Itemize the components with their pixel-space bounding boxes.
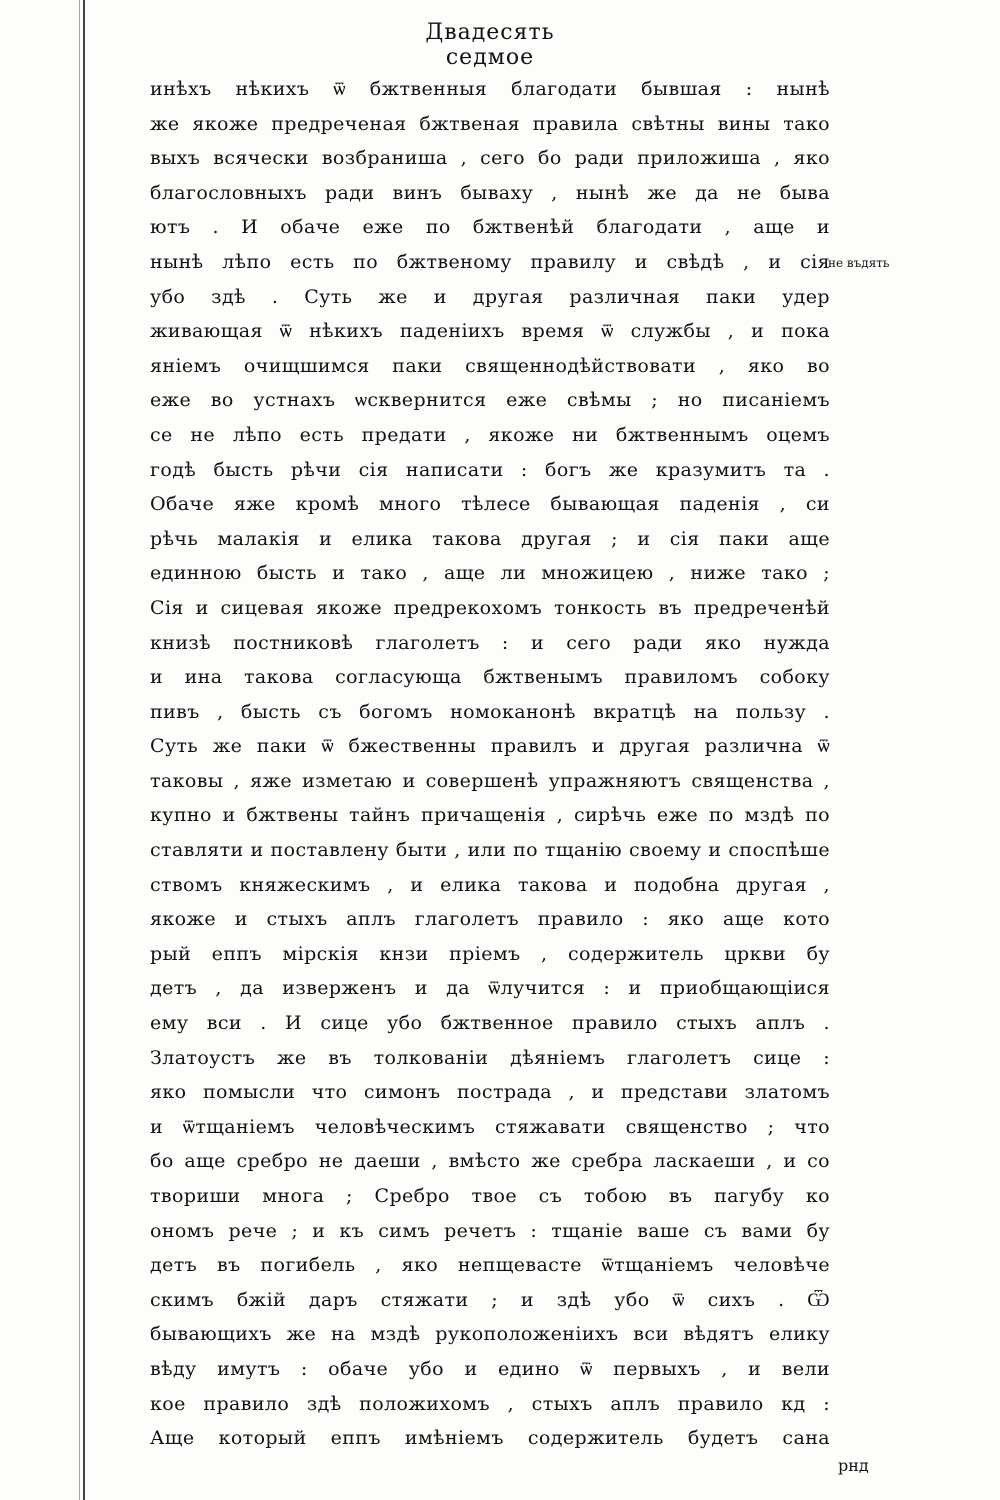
text-line: благословныхъ ради винъ бываху , нынѣ же да не быва [150,181,830,204]
body-text [150,72,830,1456]
text-line: кое правило здѣ положихомъ , стыхъ аплъ правило кд : [150,1392,830,1415]
text-line: же якоже предреченая бжтвеная правила свѣтны вины тако [150,112,830,135]
text-line: ему вси . И сице убо бжтвенное правило стыхъ аплъ . [150,1012,830,1035]
text-line: якоже и стыхъ аплъ глаголетъ правило : яко аще кото [150,908,830,931]
text-line: годѣ бысть рѣчи сія написати : богъ же кразумитъ та . [150,458,830,481]
text-line: бо аще сребро не даеши , вмѣсто же сребра ласкаеши , и со [150,1150,830,1173]
text-line: и ина такова согласующа бжтвенымъ правиломъ собоку [150,666,830,689]
text-line: инѣхъ нѣкихъ ѿ бжтвенныя благодати бывшая : нынѣ [150,78,830,100]
text-line: убо здѣ . Суть же и другая различная паки удер [150,285,830,308]
text-line: выхъ всячески возбраниша , сего бо ради приложиша , яко [150,147,830,170]
text-line: Суть же паки ѿ бжественны правилъ и другая различна ѿ [150,735,830,758]
text-line: рѣчь малакія и елика такова другая ; и сія паки аще [150,527,830,550]
text-line: и ѿтщаніемъ человѣческимъ стяжавати священство ; что [150,1115,830,1138]
text-line: Аще который еппъ имѣніемъ содержитель будетъ сана [150,1427,830,1450]
text-line: Сія и сицевая якоже предрекохомъ тонкость въ предреченѣй [150,596,830,619]
text-line: Златоустъ же въ толкованіи дѣяніемъ глаголетъ сице : [150,1046,830,1069]
text-line: бывающихъ же на мздѣ рукоположеніихъ вси вѣдятъ елику [150,1323,830,1346]
text-line: еже во устнахъ ѡсквернится еже свѣмы ; но писаніемъ [150,389,830,412]
text-line: скимъ бжій даръ стяжати ; и здѣ убо ѿ сихъ . Ѿ [150,1288,830,1311]
text-line: рый еппъ мірскія кнзи пріемъ , содержитель цркви бу [150,942,830,965]
text-line: таковы , яже изметаю и совершенѣ упражняютъ священства , [150,769,830,792]
text-line: купно и бжтвены тайнъ причащенія , сирѣчь еже по мздѣ по [150,804,830,827]
text-line: яко помысли что симонъ пострада , и представи златомъ [150,1081,830,1104]
text-line: детъ , да изверженъ и да ѿлучится : и приобщающіися [150,977,830,1000]
text-line: ствомъ княжескимъ , и елика такова и подобна другая , [150,873,830,896]
binding-edge-line [83,0,85,1500]
text-line: детъ въ погибель , яко непщевасте ѿтщаніемъ человѣче [150,1254,830,1277]
text-line: твориши многа ; Сребро твое съ тобою въ пагубу ко [150,1185,830,1207]
text-line: Обаче яже кромѣ много тѣлесе бывающая паденія , си [150,493,830,516]
text-line: нынѣ лѣпо есть по бжтвеному правилу и свѣдѣ , и сія [150,250,830,273]
running-head: Двадесять седмое [425,20,555,70]
text-line: вѣду имутъ : обаче убо и едино ѿ первыхъ , и вели [150,1357,830,1380]
text-line: книзѣ постниковѣ глаголетъ : и сего ради яко нужда [150,631,830,654]
text-line: се не лѣпо есть предати , якоже ни бжтвеннымъ оцемъ [150,423,830,446]
text-line: ономъ рече ; и къ симъ речетъ : тщаніе ваше съ вами бу [150,1219,830,1242]
text-line: яніемъ очищшимся паки священнодѣйствовати , яко во [150,354,830,377]
binding-edge-line [79,0,80,1500]
text-line: ютъ . И обаче еже по бжтвенѣй благодати , аще и [150,216,830,239]
text-line: единною бысть и тако , аще ли множицею , ниже тако ; [150,562,830,585]
signature-mark: рнд [838,1456,869,1475]
text-line: живающая ѿ нѣкихъ паденіихъ время ѿ службы , и пока [150,320,830,343]
text-line: пивъ , бысть съ богомъ номоканонѣ вкратцѣ на пользу . [150,700,830,723]
margin-note: не въдять [828,256,890,270]
text-line: ставляти и поставлену быти , или по тщанію своему и споспѣше [150,839,830,862]
